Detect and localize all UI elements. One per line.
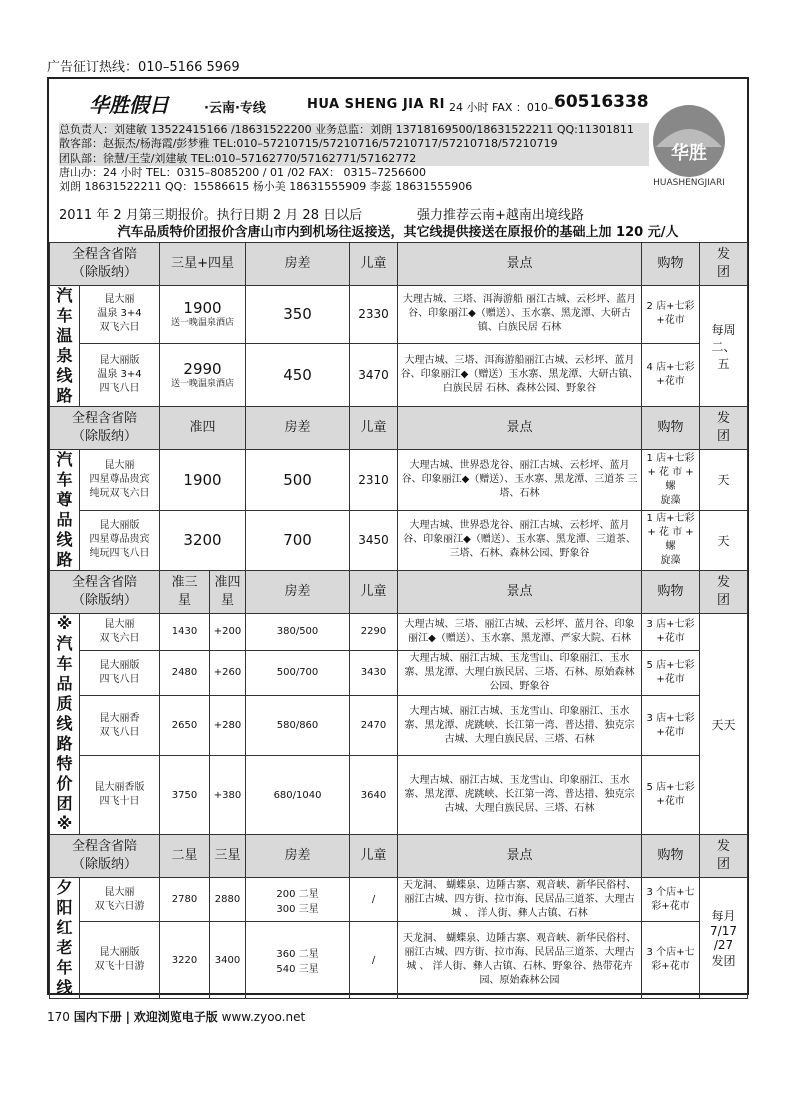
child-price: 2290	[350, 614, 398, 651]
price-2star: 2780	[160, 878, 210, 922]
sights: 大理古城、世界恐龙谷、丽江古城、云杉坪、蓝月谷、印象丽江◆（赠送）、玉水寨、黑龙潭、三道茶 三塔、石林	[398, 450, 642, 511]
price-4star: +260	[210, 650, 246, 695]
price-3star: 2880	[210, 878, 246, 922]
child-price: /	[350, 878, 398, 922]
fax-label: 24 小时 FAX ：010–	[449, 101, 554, 114]
header-region: ·云南·专线	[204, 101, 266, 116]
col-header-child: 儿童	[350, 407, 398, 450]
notice-bold: 汽车品质特价团报价含唐山市内到机场往返接送，其它线提供接送在原报价的基础上加 120 元/人	[117, 225, 679, 240]
price-4star: +280	[210, 696, 246, 756]
price-value: 1900	[183, 299, 222, 318]
contacts	[59, 123, 649, 194]
shopping: 5 店+七彩 +花市	[642, 756, 700, 835]
sights: 大理古城、丽江古城、玉龙雪山、印象丽江、玉水寨、黑龙潭、大理白族民居、三塔、石林、原始森林公园、野象谷	[398, 650, 642, 695]
tour-name: 昆大丽 四星尊品贵宾 纯玩双飞六日	[80, 450, 160, 511]
col-header-room: 房差	[246, 835, 350, 878]
col-header-sights: 景点	[398, 243, 642, 286]
tour-name: 昆大丽 温泉 3+4 双飞六日	[80, 286, 160, 344]
tour-name: 昆大丽香版 四飞十日	[80, 756, 160, 835]
contact-row: 散客部：赵振杰/杨海霞/彭梦雅 TEL:010–57210715/57210716/57210717/57210718/57210719	[59, 137, 649, 151]
table-row	[50, 510, 748, 571]
price-note: 送一晚温泉酒店	[171, 318, 235, 329]
room-diff: 500/700	[246, 650, 350, 695]
col-header-price-a: 准三 星	[160, 571, 210, 614]
sights: 天龙洞、 蝴蝶泉、边陲古寨、观音峡、新华民俗村、丽江古城、四方街、拉市海、民居品三道茶、大理古城 、 洋人街、彝人古镇、石林	[398, 878, 642, 922]
section-label: ※ 汽 车 品 质 线 路 特 价 团 ※	[50, 614, 80, 835]
shopping: 1 店+七彩 + 花 市 + 螺 旋藻	[642, 450, 700, 511]
contact-row: 唐山办：24 小时 TEL：0315–8085200 / 01 /02 FAX： 0315–7256600	[59, 165, 427, 179]
table-row	[50, 450, 748, 511]
tour-name: 昆大丽版 双飞十日游	[80, 922, 160, 999]
fax-number: 60516338	[554, 92, 649, 112]
room-diff: 580/860	[246, 696, 350, 756]
contact-row: 刘朗 18631522211 QQ：15586615 杨小美 18631555909 李蕊 18631555906	[59, 180, 473, 194]
price-3star: 3400	[210, 922, 246, 999]
price-2star: 3220	[160, 922, 210, 999]
table-row	[50, 878, 748, 922]
sights: 大理古城、丽江古城、玉龙雪山、印象丽江、玉水寨、黑龙潭、虎跳峡、长江第一湾、普达措、独克宗古城、大理白族民居、三塔、石林	[398, 696, 642, 756]
col-header-tour: 全程含省陪 （除版纳）	[50, 407, 160, 450]
price-3star: 1430	[160, 614, 210, 651]
departure: 每周 二、 五	[700, 286, 748, 407]
table-row	[50, 650, 748, 695]
price	[160, 286, 246, 344]
shopping: 5 店+七彩 +花市	[642, 650, 700, 695]
sights: 大理古城、三塔、洱海游船 丽江古城、云杉坪、蓝月谷、印象丽江◆（赠送）、玉水寨、黑龙潭、大研古镇、白族民居 石林	[398, 286, 642, 344]
header	[49, 79, 747, 127]
departure: 天	[700, 450, 748, 511]
ad-hotline: 广告征订热线：010–5166 5969	[47, 60, 240, 75]
col-header-departure: 发 团	[700, 243, 748, 286]
table-row	[50, 614, 748, 651]
badge-char: 华胜	[671, 143, 707, 164]
col-header-price-b: 三星	[210, 835, 246, 878]
col-header-shopping: 购物	[642, 407, 700, 450]
shopping: 4 店+七彩 +花市	[642, 343, 700, 406]
room-diff: 200 二星 300 三星	[246, 878, 350, 922]
col-header-departure: 发 团	[700, 407, 748, 450]
departure: 天	[700, 510, 748, 571]
child-price: 3470	[350, 343, 398, 406]
col-header-price: 三星+四星	[160, 243, 246, 286]
room-diff: 350	[246, 286, 350, 344]
departure: 天天	[700, 614, 748, 835]
tour-name: 昆大丽版 四星尊品贵宾 纯玩四飞八日	[80, 510, 160, 571]
price	[160, 343, 246, 406]
child-price: 3450	[350, 510, 398, 571]
departure: 每月 7/17 /27 发团	[700, 878, 748, 999]
child-price: 2470	[350, 696, 398, 756]
tour-name: 昆大丽 双飞六日游	[80, 878, 160, 922]
footer-book: 国内下册	[73, 1010, 122, 1024]
tour-name: 昆大丽香 双飞八日	[80, 696, 160, 756]
brand-badge-icon	[644, 103, 734, 187]
col-header-child: 儿童	[350, 243, 398, 286]
col-header-child: 儿童	[350, 571, 398, 614]
room-diff: 700	[246, 510, 350, 571]
price-table	[49, 242, 748, 999]
sights: 大理古城、丽江古城、玉龙雪山、印象丽江、玉水寨、黑龙潭、虎跳峡、长江第一湾、普达措、独克宗古城、大理白族民居、三塔、石林	[398, 756, 642, 835]
col-header-room: 房差	[246, 407, 350, 450]
col-header-price-a: 二星	[160, 835, 210, 878]
shopping: 3 个店+七 彩+花市	[642, 922, 700, 999]
price-4star: +200	[210, 614, 246, 651]
price-3star: 3750	[160, 756, 210, 835]
col-header-sights: 景点	[398, 407, 642, 450]
table-row	[50, 696, 748, 756]
table-row	[50, 343, 748, 406]
table-row	[50, 756, 748, 835]
header-pinyin: HUA SHENG JIA RI	[307, 97, 445, 112]
page-number: 170	[47, 1010, 70, 1024]
room-diff: 450	[246, 343, 350, 406]
col-header-shopping: 购物	[642, 571, 700, 614]
footer-welcome: 欢迎浏览电子版	[133, 1010, 218, 1024]
col-header-price-b: 准四 星	[210, 571, 246, 614]
shopping: 3 个店+七 彩+花市	[642, 878, 700, 922]
footer-url: www.zyoo.net	[221, 1010, 306, 1024]
col-header-price: 准四	[160, 407, 246, 450]
child-price: 3640	[350, 756, 398, 835]
price	[160, 510, 246, 571]
price-note: 送一晚温泉酒店	[171, 378, 235, 389]
room-diff: 360 二星 540 三星	[246, 922, 350, 999]
footer: 170 国内下册 | 欢迎浏览电子版 www.zyoo.net	[47, 1010, 306, 1024]
col-header-room: 房差	[246, 243, 350, 286]
brand-logo-text: 华胜假日	[89, 93, 169, 117]
shopping: 3 店+七彩 +花市	[642, 696, 700, 756]
room-diff: 500	[246, 450, 350, 511]
table-row	[50, 286, 748, 344]
shopping: 3 店+七彩 +花市	[642, 614, 700, 651]
price-3star: 2480	[160, 650, 210, 695]
room-diff: 680/1040	[246, 756, 350, 835]
ad-frame	[47, 77, 749, 995]
col-header-sights: 景点	[398, 835, 642, 878]
price-3star: 2650	[160, 696, 210, 756]
child-price: 2330	[350, 286, 398, 344]
col-header-tour: 全程含省陪 （除版纳）	[50, 243, 160, 286]
section-label: 夕 阳 红 老 年 线	[50, 878, 80, 999]
contact-row: 总负责人：刘建敏 13522415166 /18631522200 业务总监：刘朗 13718169500/18631522211 QQ:11301811	[59, 123, 649, 137]
col-header-shopping: 购物	[642, 835, 700, 878]
tour-name: 昆大丽 双飞六日	[80, 614, 160, 651]
shopping: 2 店+七彩 +花市	[642, 286, 700, 344]
shopping: 1 店+七彩 + 花 市 + 螺 旋藻	[642, 510, 700, 571]
tour-name: 昆大丽版 四飞八日	[80, 650, 160, 695]
sights: 天龙洞、 蝴蝶泉、边陲古寨、观音峡、新华民俗村、丽江古城、四方街、拉市海、民居品三道茶、大理古城 、 洋人街、彝人古镇、石林、野象谷、热带花卉园、原始森林公园	[398, 922, 642, 999]
child-price: 3430	[350, 650, 398, 695]
section-label: 汽 车 尊 品 线 路	[50, 450, 80, 571]
section-label: 汽 车 温 泉 线 路	[50, 286, 80, 407]
child-price: 2310	[350, 450, 398, 511]
sights: 大理古城、三塔、洱海游船丽江古城、云杉坪、蓝月谷、印象丽江◆（赠送）玉水寨、黑龙潭、大研古镇、白族民居 石林、森林公园、野象谷	[398, 343, 642, 406]
table-row	[50, 922, 748, 999]
tour-name: 昆大丽版 温泉 3+4 四飞八日	[80, 343, 160, 406]
col-header-tour: 全程含省陪 （除版纳）	[50, 835, 160, 878]
sights: 大理古城、三塔、丽江古城、云杉坪、蓝月谷、印象丽江◆（赠送）、玉水寨、黑龙潭、严家大院、石林	[398, 614, 642, 651]
price	[160, 450, 246, 511]
col-header-tour: 全程含省陪 （除版纳）	[50, 571, 160, 614]
col-header-child: 儿童	[350, 835, 398, 878]
col-header-room: 房差	[246, 571, 350, 614]
badge-pinyin: HUASHENGJIARI	[653, 178, 725, 187]
col-header-sights: 景点	[398, 571, 642, 614]
price-value: 3200	[183, 531, 222, 550]
price-4star: +380	[210, 756, 246, 835]
notice-left: 2011 年 2 月第三期报价。执行日期 2 月 28 日以后	[59, 208, 363, 223]
room-diff: 380/500	[246, 614, 350, 651]
notice-right: 强力推荐云南+越南出境线路	[417, 208, 584, 223]
col-header-departure: 发 团	[700, 571, 748, 614]
sights: 大理古城、世界恐龙谷、丽江古城、云杉坪、蓝月谷、印象丽江◆（赠送）、玉水寨、黑龙潭、三道茶、三塔、石林、森林公园、野象谷	[398, 510, 642, 571]
col-header-departure: 发 团	[700, 835, 748, 878]
price-value: 2990	[183, 359, 222, 378]
col-header-shopping: 购物	[642, 243, 700, 286]
price-value: 1900	[183, 470, 222, 489]
contact-row: 团队部：徐慧/王莹/刘建敏 TEL:010–57162770/57162771/57162772	[59, 152, 649, 166]
child-price: /	[350, 922, 398, 999]
